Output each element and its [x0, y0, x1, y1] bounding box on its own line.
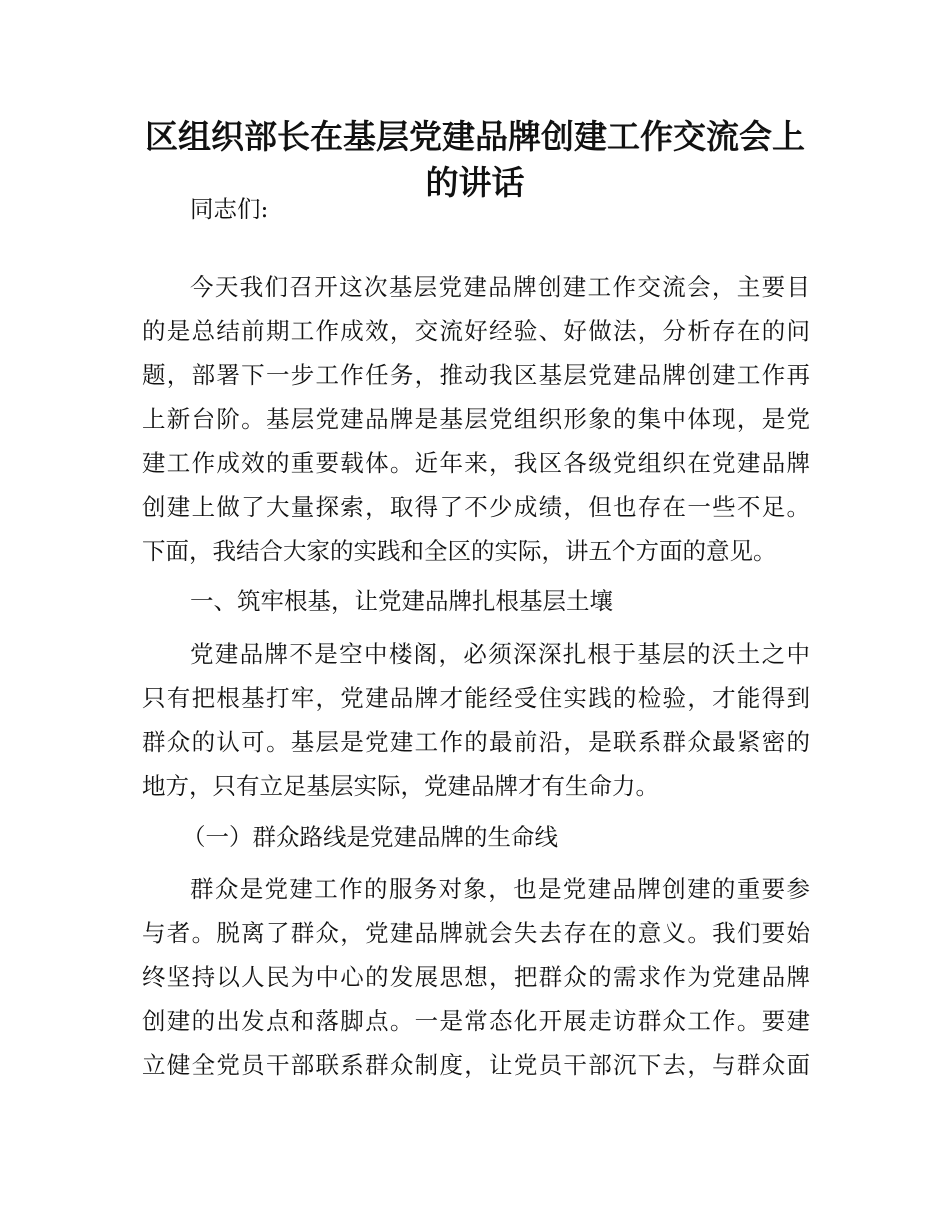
subsection-1-line: 与者。脱离了群众，党建品牌就会失去存在的意义。我们要始 [142, 919, 810, 947]
section-1-line: 群众的认可。基层是党建工作的最前沿，是联系群众最紧密的 [142, 728, 810, 756]
intro-line: 下面，我结合大家的实践和全区的实际，讲五个方面的意见。 [142, 537, 777, 565]
document-title-line-2: 的讲话 [425, 163, 525, 202]
subsection-1-heading: （一）群众路线是党建品牌的生命线 [182, 823, 558, 851]
intro-line: 今天我们召开这次基层党建品牌创建工作交流会，主要目 [190, 273, 810, 301]
section-1-heading: 一、筑牢根基，让党建品牌扎根基层土壤 [190, 587, 613, 615]
intro-line: 创建上做了大量探索，取得了不少成绩，但也存在一些不足。 [142, 493, 810, 521]
intro-line: 建工作成效的重要载体。近年来，我区各级党组织在党建品牌 [142, 449, 810, 477]
subsection-1-line: 创建的出发点和落脚点。一是常态化开展走访群众工作。要建 [142, 1007, 810, 1035]
intro-line: 的是总结前期工作成效，交流好经验、好做法，分析存在的问 [142, 317, 810, 345]
subsection-1-line: 立健全党员干部联系群众制度，让党员干部沉下去，与群众面 [142, 1051, 810, 1079]
subsection-1-line: 终坚持以人民为中心的发展思想，把群众的需求作为党建品牌 [142, 963, 810, 991]
greeting: 同志们: [190, 195, 269, 223]
intro-line: 题，部署下一步工作任务，推动我区基层党建品牌创建工作再 [142, 361, 810, 389]
intro-line: 上新台阶。基层党建品牌是基层党组织形象的集中体现，是党 [142, 405, 810, 433]
section-1-line: 地方，只有立足基层实际，党建品牌才有生命力。 [142, 772, 659, 800]
section-1-line: 只有把根基打牢，党建品牌才能经受住实践的检验，才能得到 [142, 684, 810, 712]
subsection-1-line: 群众是党建工作的服务对象，也是党建品牌创建的重要参 [190, 875, 810, 903]
document-title-line-1: 区组织部长在基层党建品牌创建工作交流会上 [145, 117, 805, 156]
section-1-line: 党建品牌不是空中楼阁，必须深深扎根于基层的沃土之中 [190, 640, 810, 668]
